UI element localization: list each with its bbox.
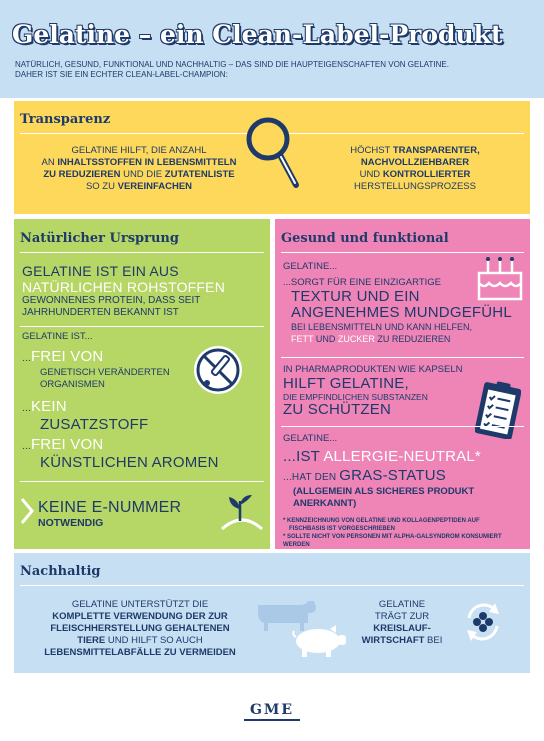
transparenz-right-text: HÖCHST TRANSPARENTER, NACHVOLLZIEHBARER UND KONTROLLIERTER HERSTELLUNGSPROZESS [350, 145, 480, 192]
natuerlich-panel [14, 219, 270, 549]
allergie-text: ...IST ALLERGIE-NEUTRAL* [283, 448, 481, 465]
page-title: Gelatine – ein Clean-Label-Produkt [12, 20, 503, 49]
natuerlich-list-intro: GELATINE IST... [22, 331, 93, 342]
transparenz-title: Transparenz [20, 112, 111, 127]
page-subtitle: NATÜRLICH, GESUND, FUNKTIONAL UND NACHHALTIG – DAS SIND DIE HAUPTEIGENSCHAFTEN VON GELATINE. DAHER IST SIE EIN ECHTER CLEAN-LABEL-CHAMPION: [15, 60, 449, 79]
magnifier-icon [240, 113, 304, 193]
gesund-title: Gesund und funktional [281, 231, 449, 246]
footnotes: * KENNZEICHNUNG VON GELATINE UND KOLLAGENPEPTIDEN AUF FISCHBASIS IST VORGESCHRIEBEN * SOLLTE NICHT VON PERSONEN MIT ALPHA-GALSYNDROM KONSUMIERT WERDEN [283, 518, 502, 548]
nachhaltig-title: Nachhaltig [20, 564, 101, 579]
pharma-text: IN PHARMAPRODUKTEN WIE KAPSELN HILFT GELATINE, DIE EMPFINDLICHEN SUBSTANZEN ZU SCHÜTZEN [283, 364, 463, 418]
recycle-icon [459, 598, 507, 646]
transparenz-left-text: GELATINE HILFT, DIE ANZAHL AN INHALTSSTOFFEN IN LEBENSMITTELN ZU REDUZIEREN UND DIE ZUTATENLISTE SO ZU VEREINFACHEN [41, 145, 237, 192]
gesund-intro: GELATINE... [283, 261, 338, 272]
sprout-icon [220, 493, 264, 533]
no-gmo-pipette-icon [192, 344, 244, 396]
chevron-right-icon [20, 497, 34, 525]
gme-logo: GME [242, 703, 302, 723]
pig-icon [290, 623, 348, 659]
textur-text: ...SORGT FÜR EINE EINZIGARTIGE TEXTUR UND EIN ANGENEHMES MUNDGEFÜHL BEI LEBENSMITTELN UND KANN HELFEN, FETT UND ZUCKER ZU REDUZIEREN [283, 277, 512, 344]
gras-text: ...HAT DEN GRAS-STATUS (ALLGEMEIN ALS SICHERES PRODUKT ANERKANNT) [283, 467, 475, 509]
transparenz-panel [14, 101, 530, 214]
frei-aromen-item: ...FREI VON KÜNSTLICHEN AROMEN [22, 436, 219, 471]
e-nummer-text: KEINE E-NUMMER NOTWENDIG [38, 499, 182, 529]
nachhaltig-panel [14, 553, 530, 673]
nachhaltig-left-text: GELATINE UNTERSTÜTZT DIE KOMPLETTE VERWENDUNG DER ZUR FLEISCHHERSTELLUNG GEHALTENEN TIERE UND HILFT SO AUCH LEBENSMITTELABFÄLLE ZU VERMEIDEN [44, 599, 236, 658]
gesund-panel [275, 219, 530, 549]
natuerlich-title: Natürlicher Ursprung [20, 231, 179, 246]
natuerlich-intro-text: GELATINE IST EIN AUS NATÜRLICHEN ROHSTOFFEN GEWONNENES PROTEIN, DASS SEIT JAHRHUNDERTEN BEKANNT IST [22, 263, 226, 318]
gesund-intro-2: GELATINE... [283, 433, 338, 444]
frei-gvo-item: ...FREI VON GENETISCH VERÄNDERTEN ORGANISMEN [22, 348, 170, 390]
nachhaltig-right-text: GELATINE TRÄGT ZUR KREISLAUF- WIRTSCHAFT BEI [361, 599, 443, 646]
kein-zusatzstoff-item: ...KEIN ZUSATZSTOFF [22, 398, 149, 433]
birthday-cake-icon [475, 255, 525, 303]
header-band [0, 0, 544, 98]
clipboard-checklist-icon [475, 379, 521, 439]
